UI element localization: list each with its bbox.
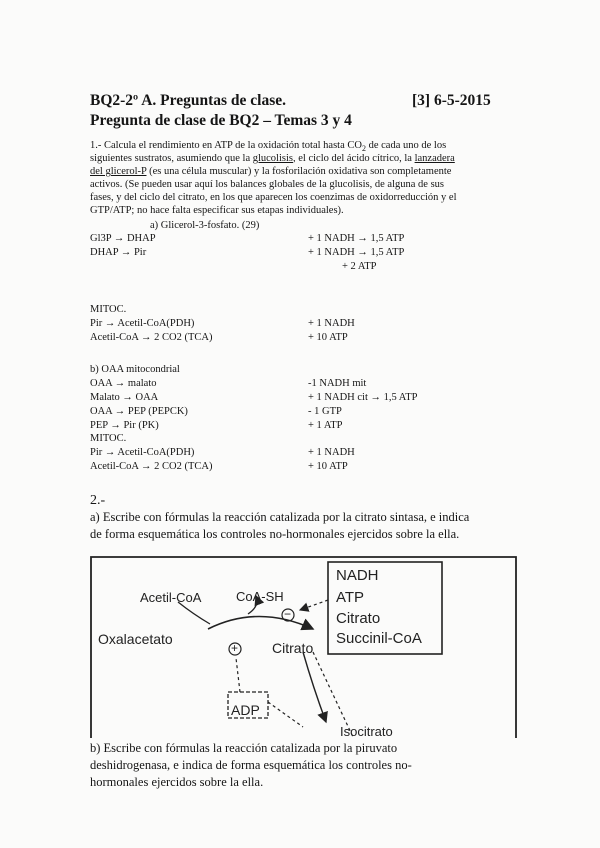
- inhibition-sign: −: [284, 607, 292, 621]
- inhibitor-succinil-coa: Succinil-CoA: [336, 630, 422, 647]
- document-title: BQ2-2º A. Preguntas de clase.: [90, 92, 286, 109]
- answer-row-value: + 10 ATP: [308, 461, 348, 472]
- question-2-number: 2.-: [90, 493, 106, 508]
- question-2b-line-1: b) Escribe con fórmulas la reacción catalizada por la piruvato: [90, 741, 398, 755]
- inhibition-dashed-line: [300, 600, 328, 610]
- question-2a-line-2: de forma esquemática los controles no-hormonales ejercidos sobre la ella.: [90, 527, 460, 541]
- adp-activation-dashed: [236, 658, 240, 692]
- inhibitor-citrato: Citrato: [336, 610, 381, 627]
- answer-row-value: -1 NADH mit: [308, 378, 367, 389]
- label-oxalacetato: Oxalacetato: [98, 631, 173, 647]
- answer-row-value: + 1 NADH cit → 1,5 ATP: [308, 392, 418, 403]
- answer-row: Gl3P → DHAP: [90, 233, 156, 244]
- label-isocitrato: Isocitrato: [340, 724, 393, 739]
- answer-row-value: + 1 NADH → 1,5 ATP: [308, 247, 405, 258]
- answer-row: Acetil-CoA → 2 CO2 (TCA): [90, 461, 213, 472]
- isocitrate-arrow: [303, 652, 326, 722]
- answer-row-value: + 1 NADH → 1,5 ATP: [308, 233, 405, 244]
- adp-dashed-line: [268, 702, 303, 727]
- acetil-coa-arrow: [178, 602, 210, 624]
- q1-line-1: 1.- Calcula el rendimiento en ATP de la oxidación total hasta $CO_2$ de cada uno de los: [90, 140, 447, 154]
- inhibitor-nadh: NADH: [336, 567, 379, 584]
- q1-line-4: activos. (Se pueden usar aquí los balances globales de la glucolisis, de alguna de sus: [90, 179, 444, 190]
- reaction-arrow: [208, 617, 313, 630]
- document-reference: [3] 6-5-2015: [412, 92, 491, 109]
- answer-b-heading: b) OAA mitocondrial: [90, 364, 180, 375]
- answer-row: OAA → PEP (PEPCK): [90, 406, 188, 417]
- answer-row-value: + 1 NADH: [308, 447, 355, 458]
- activation-sign: +: [231, 641, 239, 655]
- q1-line-5: fases, y del ciclo del citrato, en los que aparecen los coenzimas de oxidorreducción y el: [90, 192, 457, 203]
- answer-row-value: + 2 ATP: [342, 261, 377, 272]
- answer-row: Pir → Acetil-CoA(PDH): [90, 318, 195, 329]
- answer-row: Malato → OAA: [90, 392, 159, 403]
- mitoc-label: MITOC.: [90, 304, 127, 315]
- answer-row-value: + 1 ATP: [308, 420, 343, 431]
- question-2b-line-3: hormonales ejercidos sobre la ella.: [90, 775, 264, 789]
- document-subtitle: Pregunta de clase de BQ2 – Temas 3 y 4: [90, 112, 352, 129]
- answer-row: Acetil-CoA → 2 CO2 (TCA): [90, 332, 213, 343]
- question-2a-line-1: a) Escribe con fórmulas la reacción catalizada por la citrato sintasa, e indica: [90, 510, 470, 524]
- answer-row-value: + 10 ATP: [308, 332, 348, 343]
- label-coa-sh: CoA-SH: [236, 589, 284, 604]
- answer-row: Pir → Acetil-CoA(PDH): [90, 447, 195, 458]
- label-acetil-coa: Acetil-CoA: [140, 590, 202, 605]
- label-adp: ADP: [231, 702, 260, 718]
- question-2b-line-2: deshidrogenasa, e indica de forma esquemática los controles no-: [90, 758, 412, 772]
- q1-line-6: GTP/ATP; no hace falta especificar sus etapas individuales).: [90, 205, 344, 216]
- mitoc-label: MITOC.: [90, 433, 127, 444]
- answer-a-heading: a) Glicerol-3-fosfato. (29): [150, 220, 260, 231]
- answer-row: DHAP → Pir: [90, 247, 147, 258]
- label-citrato: Citrato: [272, 640, 314, 656]
- inhibitor-atp: ATP: [336, 589, 365, 606]
- answer-row-value: + 1 NADH: [308, 318, 355, 329]
- q1-line-2: siguientes sustratos, asumiendo que la glucolisis, el ciclo del ácido cítrico, la lanzadera: [90, 153, 455, 164]
- answer-row: PEP → Pir (PK): [90, 420, 159, 431]
- answer-row: OAA → malato: [90, 378, 157, 389]
- answer-row-value: - 1 GTP: [308, 406, 342, 417]
- q1-line-3: del glicerol-P (es una célula muscular) y la fosforilación oxidativa son completamente: [90, 166, 452, 177]
